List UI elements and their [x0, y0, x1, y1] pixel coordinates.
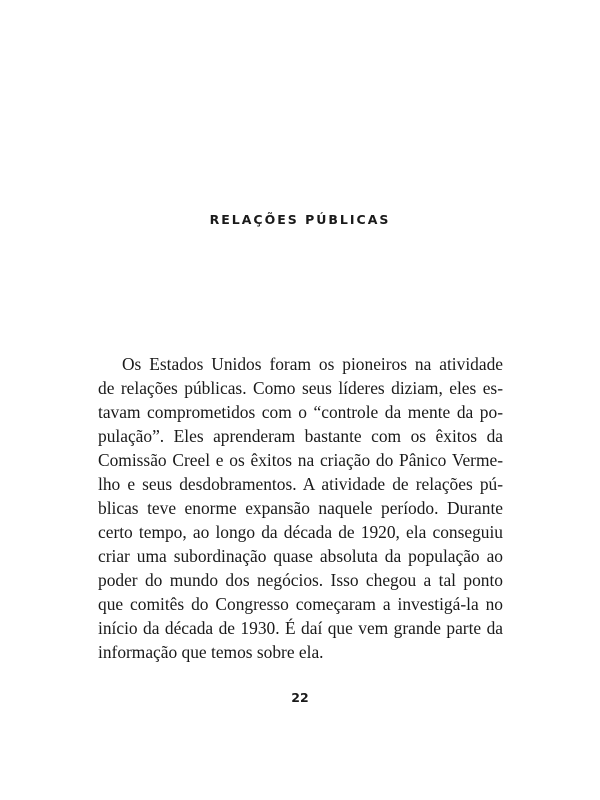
paragraph-line: pulação”. Eles aprenderam bastante com os êxitos da [98, 426, 503, 446]
paragraph-line: que comitês do Congresso começaram a investigá-la no [98, 594, 503, 614]
paragraph-line: informação que temos sobre ela. [98, 642, 324, 662]
page-number: 22 [291, 690, 309, 705]
paragraph-line: Os Estados Unidos foram os pioneiros na atividade [122, 354, 503, 374]
paragraph-line: certo tempo, ao longo da década de 1920, ela conseguiu [98, 522, 503, 542]
paragraph-line: de relações públicas. Como seus líderes diziam, eles es- [98, 378, 503, 398]
paragraph-line: Comissão Creel e os êxitos na criação do Pânico Verme- [98, 450, 503, 470]
paragraph-line: criar uma subordinação quase absoluta da população ao [98, 546, 503, 566]
paragraph-line: poder do mundo dos negócios. Isso chegou a tal ponto [98, 570, 503, 590]
paragraph-line: tavam comprometidos com o “controle da mente da po- [98, 402, 503, 422]
chapter-title: RELAÇÕES PÚBLICAS [209, 212, 391, 227]
paragraph-line: lho e seus desdobramentos. A atividade de relações pú- [98, 474, 503, 494]
paragraph-line: início da década de 1930. É daí que vem grande parte da [98, 618, 503, 638]
paragraph-line: blicas teve enorme expansão naquele período. Durante [98, 498, 503, 518]
body-paragraph [98, 352, 503, 664]
